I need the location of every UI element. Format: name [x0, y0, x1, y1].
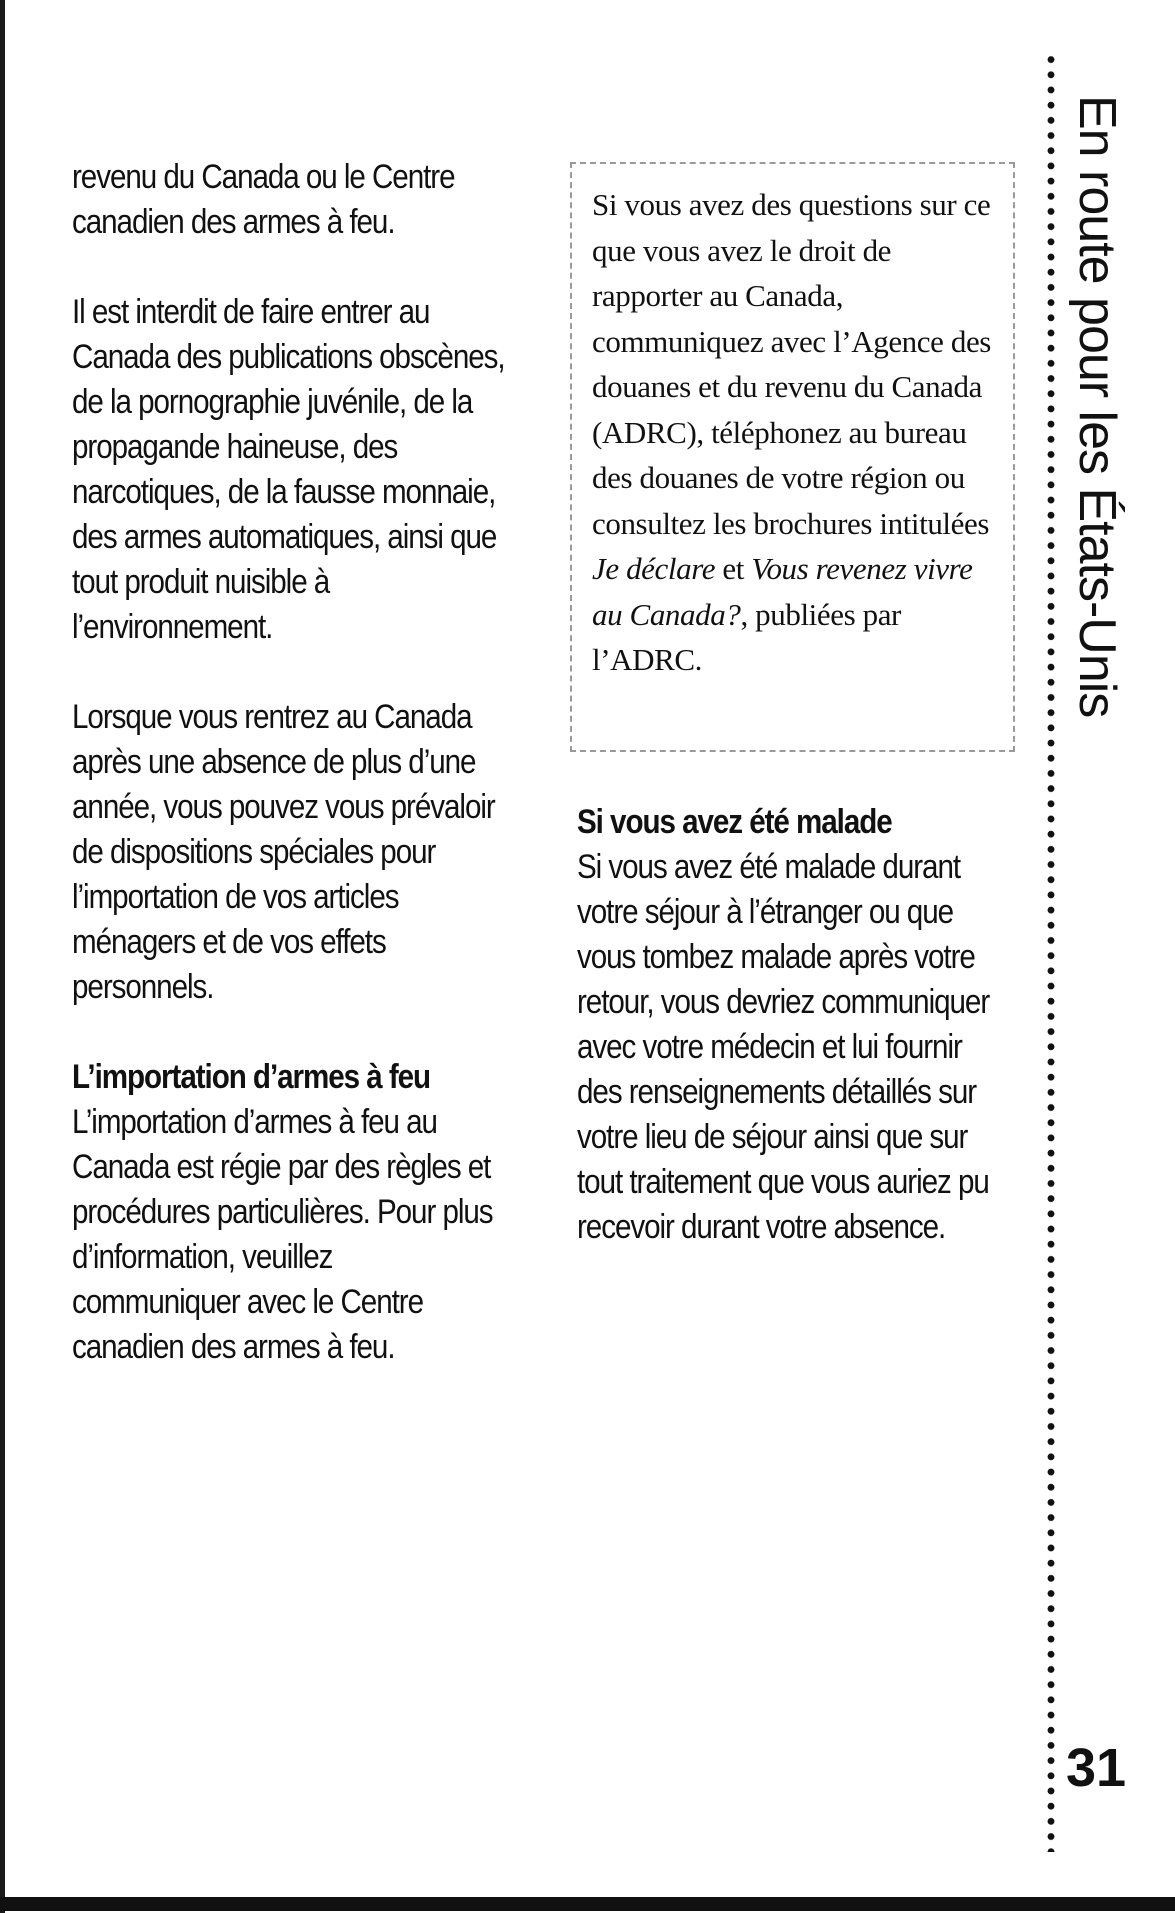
info-box-text-end: , publiées par l’ADRC.	[592, 596, 901, 677]
paragraph-returning-residents: Lorsque vous rentrez au Canada après une absence de plus d’une année, vous pouvez vous prévaloir de dispositions spéciales pour l’importation de vos articles ménagers et de vos effets personnels.	[72, 698, 495, 1006]
info-box-text-start: Si vous avez des questions sur ce que vous avez le droit de rapporter au Canada, communiquez avec l’Agence des douanes et du revenu du Canada (ADRC), téléphonez au bureau des douanes de votre région ou consultez les brochures intitulées	[592, 187, 991, 541]
page-number: 31	[1066, 1738, 1127, 1798]
right-text-column	[577, 800, 1003, 1295]
dotted-divider	[1046, 52, 1056, 1852]
heading-firearms-import: L’importation d’armes à feu	[72, 1058, 431, 1096]
section-title-vertical: En route pour les États-Unis	[1068, 95, 1126, 718]
paragraph-continued: revenu du Canada ou le Centre canadien des armes à feu.	[72, 158, 455, 241]
paragraph-prohibited-goods: Il est interdit de faire entrer au Canada des publications obscènes, de la pornographie juvénile, de la propagande haineuse, des narcotiques, de la fausse monnaie, des armes automatiques, ainsi que tout produit nuisible à l’environnement.	[72, 293, 505, 646]
left-text-column	[72, 155, 507, 1415]
left-edge-rule	[0, 0, 5, 1913]
brochure-title-vous-revenez: Vous revenez vivre au Canada?	[592, 551, 973, 632]
bottom-edge-rule	[0, 1897, 1175, 1911]
brochure-title-je-declare: Je déclare	[592, 551, 716, 586]
info-box-questions	[570, 162, 1015, 752]
paragraph-firearms-import: L’importation d’armes à feu au Canada est régie par des règles et procédures particulières. Pour plus d’information, veuillez communiquer avec le Centre canadien des armes à feu.	[72, 1103, 493, 1366]
paragraph-illness: Si vous avez été malade durant votre séjour à l’étranger ou que vous tombez malade après votre retour, vous devriez communiquer avec votre médecin et lui fournir des renseignements détaillés sur votre lieu de séjour ainsi que sur tout traitement que vous auriez pu recevoir durant votre absence.	[577, 848, 990, 1246]
heading-illness: Si vous avez été malade	[577, 803, 892, 841]
info-box-connector: et	[715, 551, 752, 586]
